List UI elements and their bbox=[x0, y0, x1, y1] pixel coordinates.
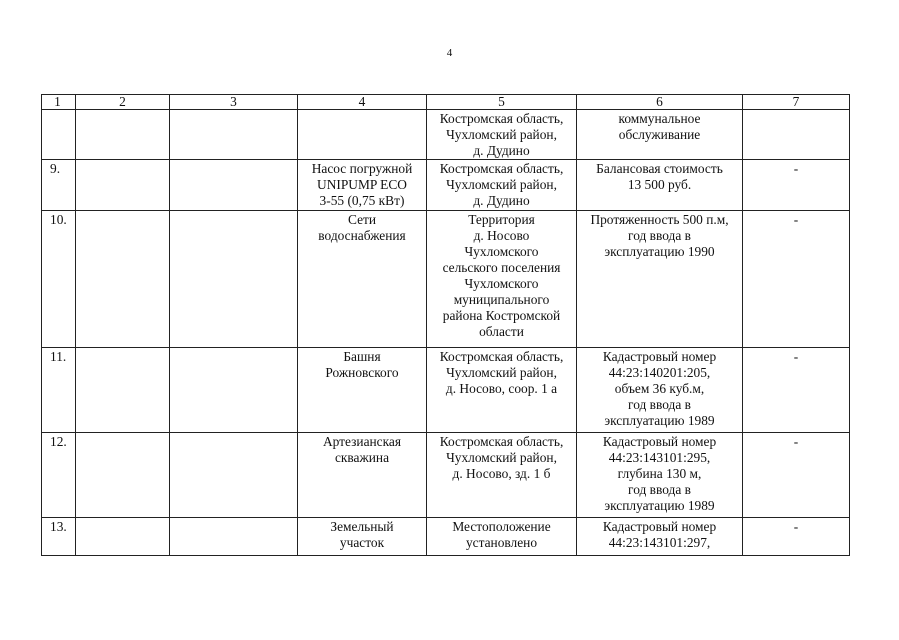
column-2-cell bbox=[76, 211, 170, 348]
object-name-cell: Артезианская скважина bbox=[298, 433, 427, 518]
address-cell: Территория д. Носово Чухломского сельского поселения Чухломского муниципального района Костромской области bbox=[427, 211, 577, 348]
column-3-cell bbox=[170, 433, 298, 518]
characteristics-cell: Протяженность 500 п.м, год ввода в эксплуатацию 1990 bbox=[577, 211, 743, 348]
header-cell-1: 1 bbox=[42, 95, 76, 110]
address-cell: Местоположение установлено bbox=[427, 518, 577, 556]
column-3-cell bbox=[170, 211, 298, 348]
row-number-cell: 11. bbox=[42, 348, 76, 433]
column-7-cell: - bbox=[743, 433, 850, 518]
row-number-cell: 10. bbox=[42, 211, 76, 348]
table-row bbox=[42, 518, 850, 556]
column-3-cell bbox=[170, 160, 298, 211]
characteristics-cell: Кадастровый номер 44:23:143101:297, bbox=[577, 518, 743, 556]
column-7-cell bbox=[743, 110, 850, 160]
header-cell-2: 2 bbox=[76, 95, 170, 110]
characteristics-cell: Кадастровый номер 44:23:143101:295, глубина 130 м, год ввода в эксплуатацию 1989 bbox=[577, 433, 743, 518]
column-number-header-row bbox=[42, 95, 850, 110]
object-name-cell: Насос погружной UNIPUMP ECO 3-55 (0,75 кВт) bbox=[298, 160, 427, 211]
row-number-cell: 9. bbox=[42, 160, 76, 211]
address-cell: Костромская область, Чухломский район, д. Дудино bbox=[427, 160, 577, 211]
object-name-cell: Сети водоснабжения bbox=[298, 211, 427, 348]
header-cell-4: 4 bbox=[298, 95, 427, 110]
column-3-cell bbox=[170, 348, 298, 433]
address-cell: Костромская область, Чухломский район, д. Дудино bbox=[427, 110, 577, 160]
column-3-cell bbox=[170, 110, 298, 160]
header-cell-7: 7 bbox=[743, 95, 850, 110]
column-7-cell: - bbox=[743, 211, 850, 348]
table-row bbox=[42, 160, 850, 211]
column-2-cell bbox=[76, 348, 170, 433]
table-row bbox=[42, 433, 850, 518]
characteristics-cell: Кадастровый номер 44:23:140201:205, объем 36 куб.м, год ввода в эксплуатацию 1989 bbox=[577, 348, 743, 433]
characteristics-cell: Балансовая стоимость 13 500 руб. bbox=[577, 160, 743, 211]
object-name-cell: Башня Рожновского bbox=[298, 348, 427, 433]
table-row bbox=[42, 211, 850, 348]
property-registry-table bbox=[41, 94, 850, 556]
column-2-cell bbox=[76, 433, 170, 518]
row-number-cell bbox=[42, 110, 76, 160]
header-cell-3: 3 bbox=[170, 95, 298, 110]
header-cell-5: 5 bbox=[427, 95, 577, 110]
address-cell: Костромская область, Чухломский район, д. Носово, зд. 1 б bbox=[427, 433, 577, 518]
header-cell-6: 6 bbox=[577, 95, 743, 110]
column-2-cell bbox=[76, 518, 170, 556]
column-3-cell bbox=[170, 518, 298, 556]
object-name-cell: Земельный участок bbox=[298, 518, 427, 556]
row-number-cell: 12. bbox=[42, 433, 76, 518]
page-number: 4 bbox=[446, 47, 453, 59]
column-2-cell bbox=[76, 160, 170, 211]
row-number-cell: 13. bbox=[42, 518, 76, 556]
column-7-cell: - bbox=[743, 160, 850, 211]
column-2-cell bbox=[76, 110, 170, 160]
table-row bbox=[42, 110, 850, 160]
column-7-cell: - bbox=[743, 518, 850, 556]
object-name-cell bbox=[298, 110, 427, 160]
table-row bbox=[42, 348, 850, 433]
address-cell: Костромская область, Чухломский район, д. Носово, соор. 1 а bbox=[427, 348, 577, 433]
characteristics-cell: коммунальное обслуживание bbox=[577, 110, 743, 160]
column-7-cell: - bbox=[743, 348, 850, 433]
